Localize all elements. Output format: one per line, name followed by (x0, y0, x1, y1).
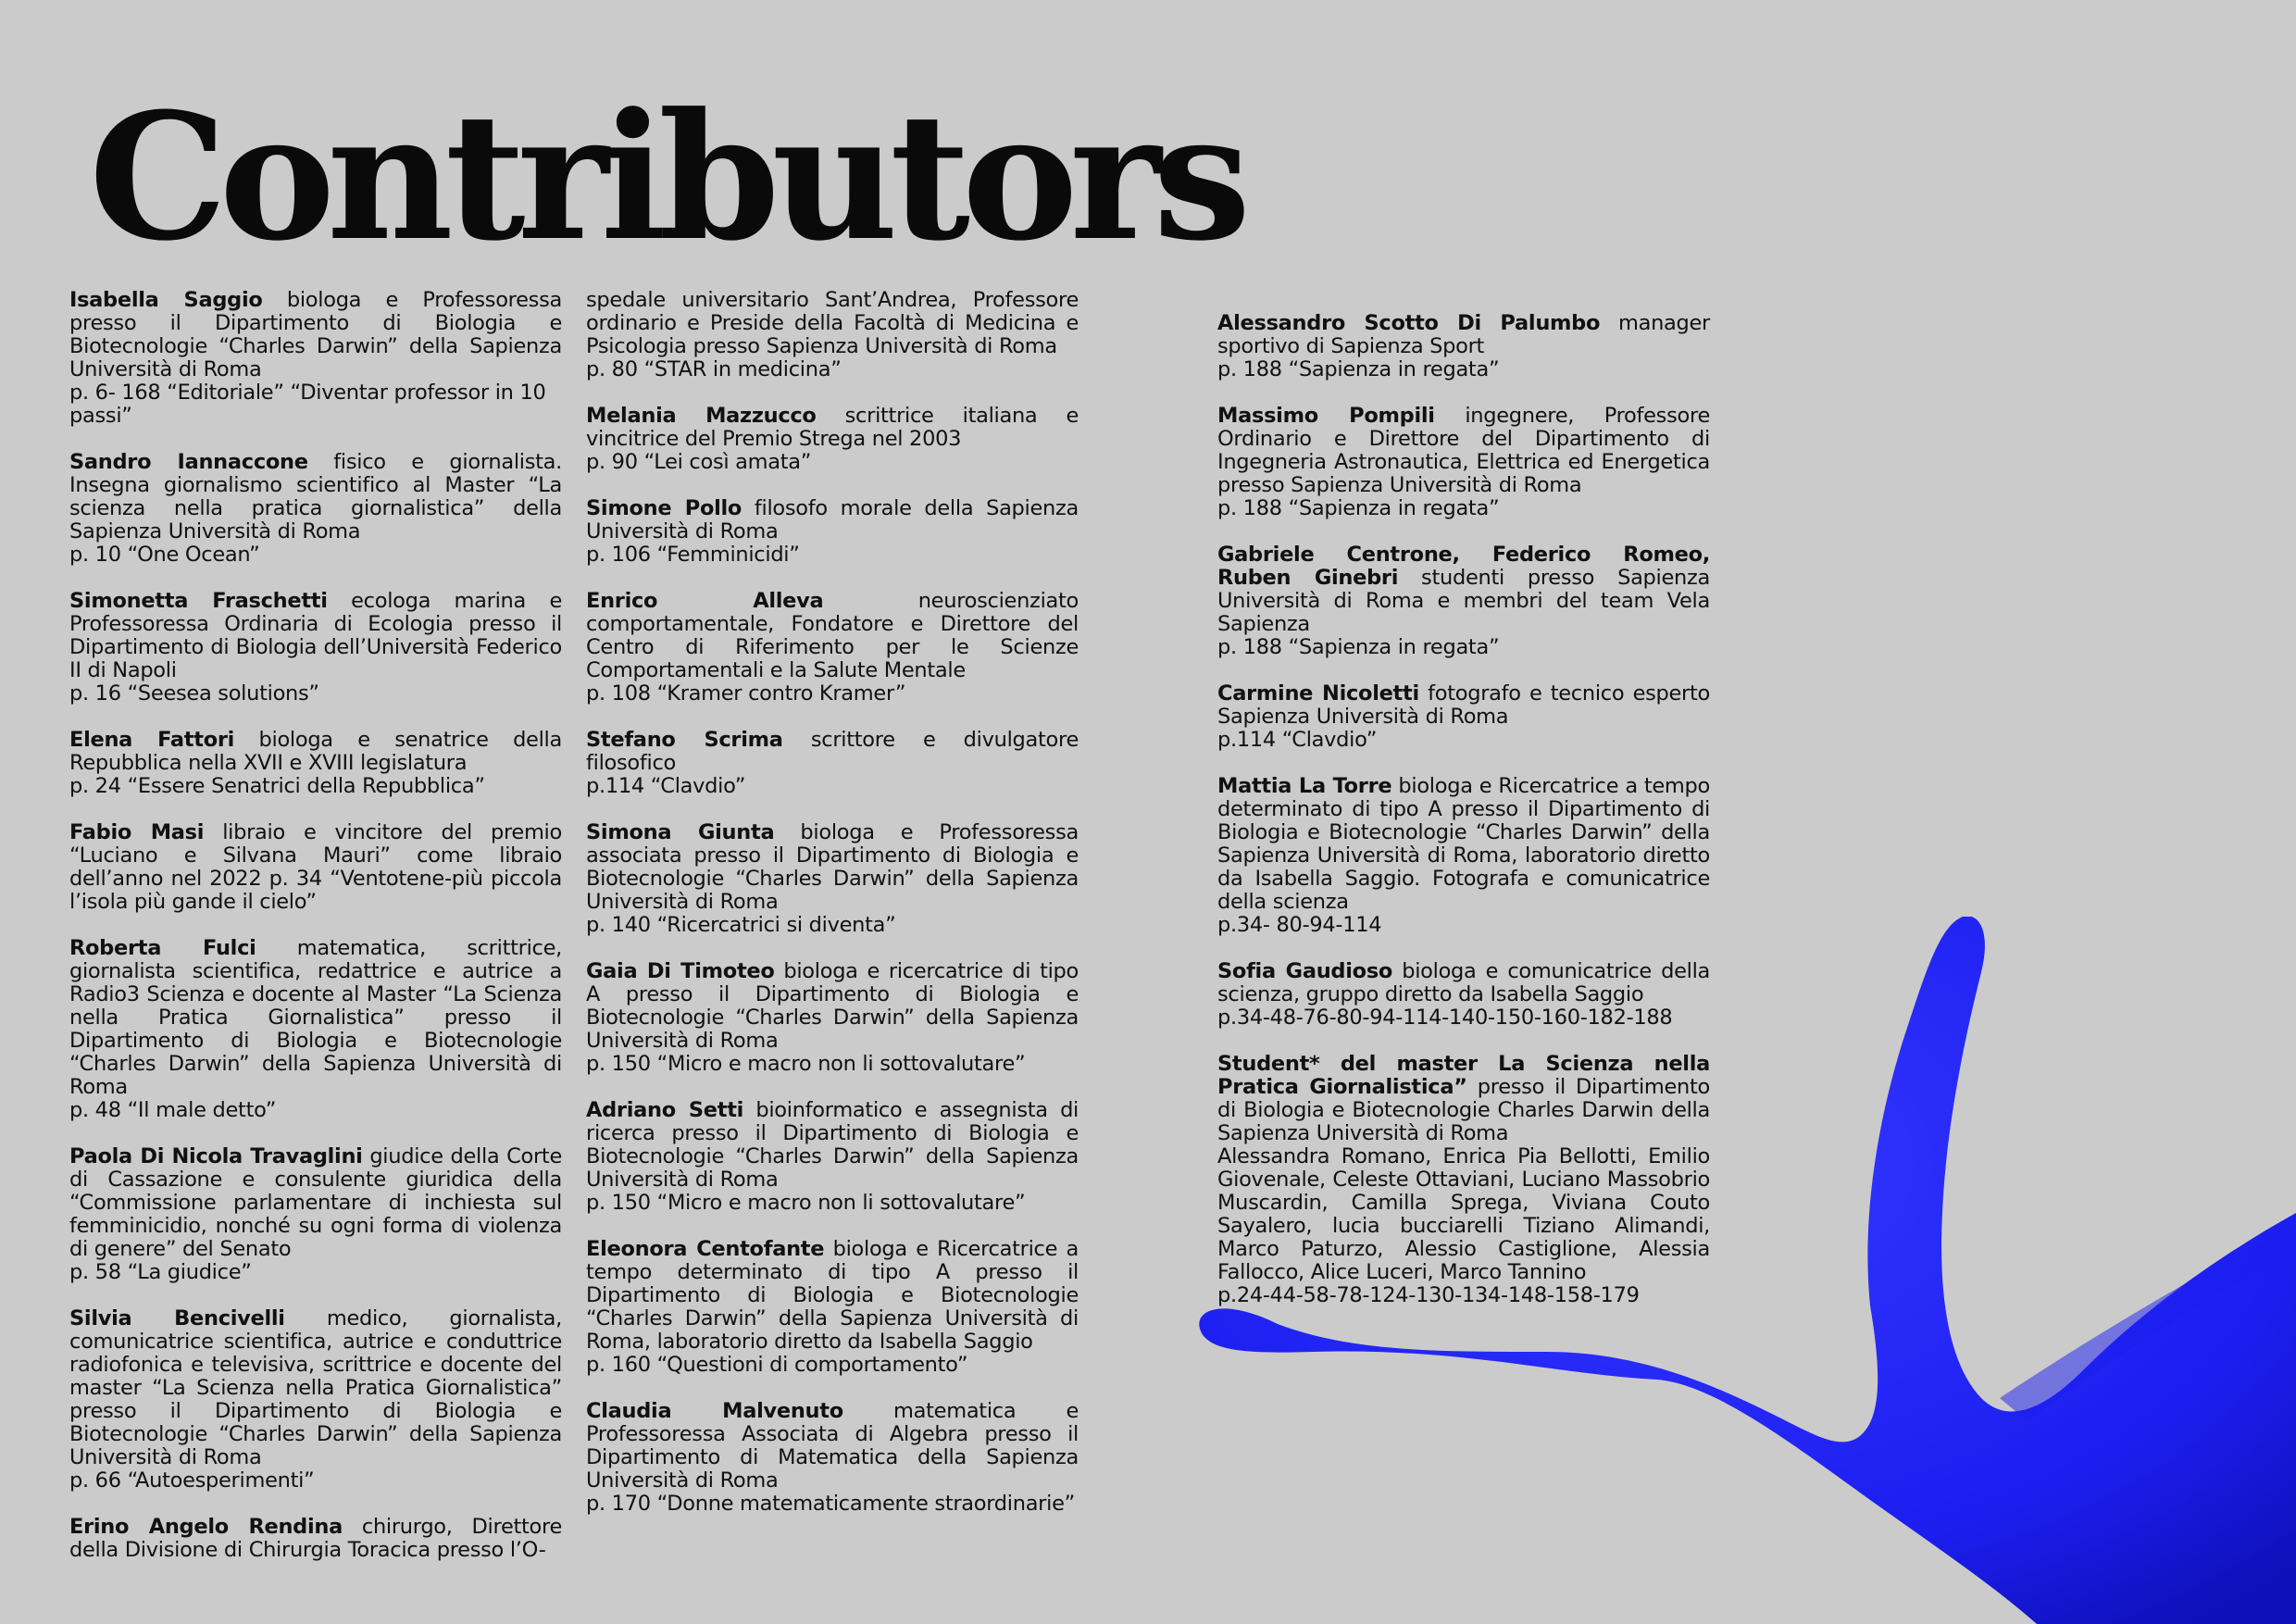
contributor-entry (69, 1145, 562, 1284)
contributor-pages: p. 6- 168 “Editoriale” “Diventar professor in 10 passi” (69, 381, 546, 428)
contributor-name: Alessandro Scotto Di Palumbo (1217, 311, 1601, 335)
contributor-entry (1217, 1053, 1710, 1307)
contributor-name: Melania Mazzucco (586, 404, 817, 428)
contributor-entry (586, 1400, 1079, 1516)
contributor-pages: p. 140 “Ricercatrici si diventa” (586, 913, 896, 937)
contributor-description: matematica e Professoressa Associata di Algebra presso il Dipartimento di Matematica della Sapienza Università di Roma (586, 1399, 1079, 1493)
contributor-entry (1217, 960, 1710, 1030)
contributor-description: ingegnere, Professore Ordinario e Direttore del Dipartimento di Ingegneria Astronautica, Elettrica ed Energetica presso Sapienza Università di Roma (1217, 404, 1710, 497)
contributor-entry (586, 1238, 1079, 1377)
contributor-entry (1217, 543, 1710, 659)
contributor-pages: p. 160 “Questioni di comportamento” (586, 1353, 968, 1377)
contributor-pages: p. 188 “Sapienza in regata” (1217, 496, 1500, 520)
contributor-name: Adriano Setti (586, 1098, 744, 1122)
contributor-entry (69, 590, 562, 706)
contributor-pages: p. 16 “Seesea solutions” (69, 681, 319, 706)
contributor-description: presso il Dipartimento di Biologia e Biotecnologie Charles Darwin della Sapienza Università di Roma (1217, 1075, 1710, 1145)
contributor-pages: p. 66 “Autoesperimenti” (69, 1468, 315, 1493)
contributor-pages: p. 80 “STAR in medicina” (586, 357, 842, 381)
contributor-pages: p. 10 “One Ocean” (69, 543, 260, 567)
contributor-name: Carmine Nicoletti (1217, 681, 1419, 706)
contributor-entry (586, 590, 1079, 706)
contributor-entry (69, 937, 562, 1122)
contributor-description: biologa e senatrice della Repubblica nella XVII e XVIII legislatura (69, 728, 562, 775)
contributor-name: Student* del master La Scienza nella Pratica Giornalistica” (1217, 1052, 1710, 1099)
contributor-description: biologa e Professoressa presso il Dipartimento di Biologia e Biotecnologie “Charles Darwin” della Sapienza Università di Roma (69, 288, 562, 381)
contributor-entry (586, 729, 1079, 798)
contributor-description: biologa e Professoressa associata presso il Dipartimento di Biologia e Biotecnologie “Charles Darwin” della Sapienza Università di Roma (586, 820, 1079, 914)
contributor-description: manager sportivo di Sapienza Sport (1217, 311, 1710, 358)
contributor-name: Gabriele Centrone, Federico Romeo, Ruben Ginebri (1217, 543, 1710, 590)
contributor-name: Isabella Saggio (69, 288, 263, 312)
contributor-entry (69, 1516, 562, 1562)
contributor-description: medico, giornalista, comunicatrice scientifica, autrice e conduttrice radiofonica e televisiva, scrittrice e docente del master “La Scienza nella Pratica Giornalistica” presso il Dipartimento di Biologia e Biotecnologie “Charles Darwin” della Sapienza Università di Roma (69, 1306, 562, 1469)
contributor-entry (69, 1307, 562, 1493)
contributor-pages: p. 24 “Essere Senatrici della Repubblica” (69, 774, 485, 798)
contributors-column-2 (586, 289, 1079, 1539)
contributor-entry (69, 821, 562, 914)
contributor-name: Paola Di Nicola Travaglini (69, 1144, 363, 1168)
contributor-description: giudice della Corte di Cassazione e consulente giuridica della “Commissione parlamentare di inchiesta sul femminicidio, nonché su ogni forma di violenza di genere” del Senato (69, 1144, 562, 1261)
contributor-entry (69, 451, 562, 567)
contributor-description: matematica, scrittrice, giornalista scientifica, redattrice e autrice a Radio3 Scienza e docente al Master “La Scienza nella Pratica Giornalistica” presso il Dipartimento di Biologia e Biotecnologie “Charles Darwin” della Sapienza Università di Roma (69, 936, 562, 1099)
contributor-description: fisico e giornalista. Insegna giornalismo scientifico al Master “La scienza nella pratica giornalistica” della Sapienza Università di Roma (69, 450, 563, 543)
contributor-description: bioinformatico e assegnista di ricerca presso il Dipartimento di Biologia e Biotecnologie “Charles Darwin” della Sapienza Università di Roma (586, 1098, 1079, 1192)
contributor-name: Silvia Bencivelli (69, 1306, 285, 1330)
contributor-name: Mattia La Torre (1217, 774, 1392, 798)
contributor-name: Eleonora Centofante (586, 1237, 825, 1261)
contributor-pages: p.34- 80-94-114 (1217, 913, 1382, 937)
contributor-name: Stefano Scrima (586, 728, 783, 752)
contributor-description: scrittore e divulgatore filosofico (586, 728, 1079, 775)
contributor-name: Simone Pollo (586, 496, 742, 520)
contributor-pages: p.114 “Clavdio” (586, 774, 746, 798)
contributor-name: Sofia Gaudioso (1217, 959, 1393, 983)
contributor-entry (1217, 312, 1710, 381)
contributor-description: studenti presso Sapienza Università di Roma e membri del team Vela Sapienza (1217, 566, 1710, 636)
contributor-description: neuroscienziato comportamentale, Fondatore e Direttore del Centro di Riferimento per le Scienze Comportamentali e la Salute Mentale (586, 589, 1079, 682)
contributor-name: Enrico Alleva (586, 589, 824, 613)
contributor-entry (69, 289, 562, 428)
contributor-pages: p. 90 “Lei così amata” (586, 450, 812, 474)
contributor-entry (586, 960, 1079, 1076)
contributor-pages: p. 150 “Micro e macro non li sottovalutare” (586, 1052, 1026, 1076)
contributor-name: Simonetta Fraschetti (69, 589, 328, 613)
contributor-entry (1217, 682, 1710, 752)
contributor-description: spedale universitario Sant’Andrea, Professore ordinario e Preside della Facoltà di Medicina e Psicologia presso Sapienza Università di Roma (586, 288, 1079, 358)
contributor-description: biologa e Ricercatrice a tempo determinato di tipo A presso il Dipartimento di Biologia e Biotecnologie “Charles Darwin” della Sapienza Università di Roma, laboratorio diretto da Isabella Saggio (586, 1237, 1079, 1354)
contributor-entry (1217, 405, 1710, 520)
contributor-pages: p. 150 “Micro e macro non li sottovalutare” (586, 1191, 1026, 1215)
contributor-entry (1217, 775, 1710, 937)
page-title: Contributors (89, 75, 1243, 280)
contributor-pages: p. 108 “Kramer contro Kramer” (586, 681, 906, 706)
contributor-members: Alessandra Romano, Enrica Pia Bellotti, Emilio Giovenale, Celeste Ottaviani, Luciano Massobrio Muscardin, Camilla Sprega, Viviana Couto Sayalero, lucia bucciarelli Tiziano Alimandi, Marco Paturzo, Alessio Castiglione, Alessia Fallocco, Alice Luceri, Marco Tannino (1217, 1144, 1710, 1284)
contributor-entry (586, 497, 1079, 567)
contributor-pages: p. 188 “Sapienza in regata” (1217, 635, 1500, 659)
contributor-description: filosofo morale della Sapienza Università di Roma (586, 496, 1079, 543)
contributor-pages: p. 106 “Femminicidi” (586, 543, 800, 567)
contributor-name: Massimo Pompili (1217, 404, 1435, 428)
contributor-name: Roberta Fulci (69, 936, 256, 960)
contributor-name: Gaia Di Timoteo (586, 959, 775, 983)
contributor-pages: p.114 “Clavdio” (1217, 728, 1378, 752)
contributor-pages: p. 170 “Donne matematicamente straordinarie” (586, 1492, 1075, 1516)
contributor-description: biologa e ricercatrice di tipo A presso il Dipartimento di Biologia e Biotecnologie “Charles Darwin” della Sapienza Università di Roma (586, 959, 1079, 1053)
contributor-name: Claudia Malvenuto (586, 1399, 843, 1423)
contributor-pages: p.34-48-76-80-94-114-140-150-160-182-188 (1217, 1006, 1673, 1030)
contributor-pages: p. 58 “La giudice” (69, 1260, 252, 1284)
contributor-name: Sandro Iannaccone (69, 450, 308, 474)
contributor-description: libraio e vincitore del premio “Luciano e Silvana Mauri” come libraio dell’anno nel 2022 p. 34 “Ventotene-più piccola l’isola più gande il cielo” (69, 820, 562, 914)
contributor-name: Simona Giunta (586, 820, 775, 844)
contributor-description: chirurgo, Direttore della Divisione di Chirurgia Toracica presso l’O- (69, 1515, 562, 1562)
contributor-description: biologa e Ricercatrice a tempo determinato di tipo A presso il Dipartimento di Biologia e Biotecnologie “Charles Darwin” della Sapienza Università di Roma, laboratorio diretto da Isabella Saggio. Fotografa e comunicatrice della scienza (1217, 774, 1710, 914)
contributor-pages: p. 188 “Sapienza in regata” (1217, 357, 1500, 381)
contributor-entry (586, 289, 1079, 381)
contributor-name: Elena Fattori (69, 728, 235, 752)
contributor-entry (586, 405, 1079, 474)
contributors-column-1 (69, 289, 562, 1585)
contributor-description: biologa e comunicatrice della scienza, gruppo diretto da Isabella Saggio (1217, 959, 1711, 1006)
contributor-entry (586, 1099, 1079, 1215)
contributor-description: ecologa marina e Professoressa Ordinaria di Ecologia presso il Dipartimento di Biologia dell’Università Federico II di Napoli (69, 589, 562, 682)
contributor-name: Fabio Masi (69, 820, 205, 844)
contributor-entry (69, 729, 562, 798)
contributors-column-3 (1217, 312, 1710, 1330)
contributor-entry (586, 821, 1079, 937)
contributor-pages: p.24-44-58-78-124-130-134-148-158-179 (1217, 1283, 1640, 1307)
contributor-name: Erino Angelo Rendina (69, 1515, 343, 1539)
contributor-description: fotografo e tecnico esperto Sapienza Università di Roma (1217, 681, 1710, 729)
contributor-description: scrittrice italiana e vincitrice del Premio Strega nel 2003 (586, 404, 1079, 451)
contributor-pages: p. 48 “Il male detto” (69, 1098, 277, 1122)
